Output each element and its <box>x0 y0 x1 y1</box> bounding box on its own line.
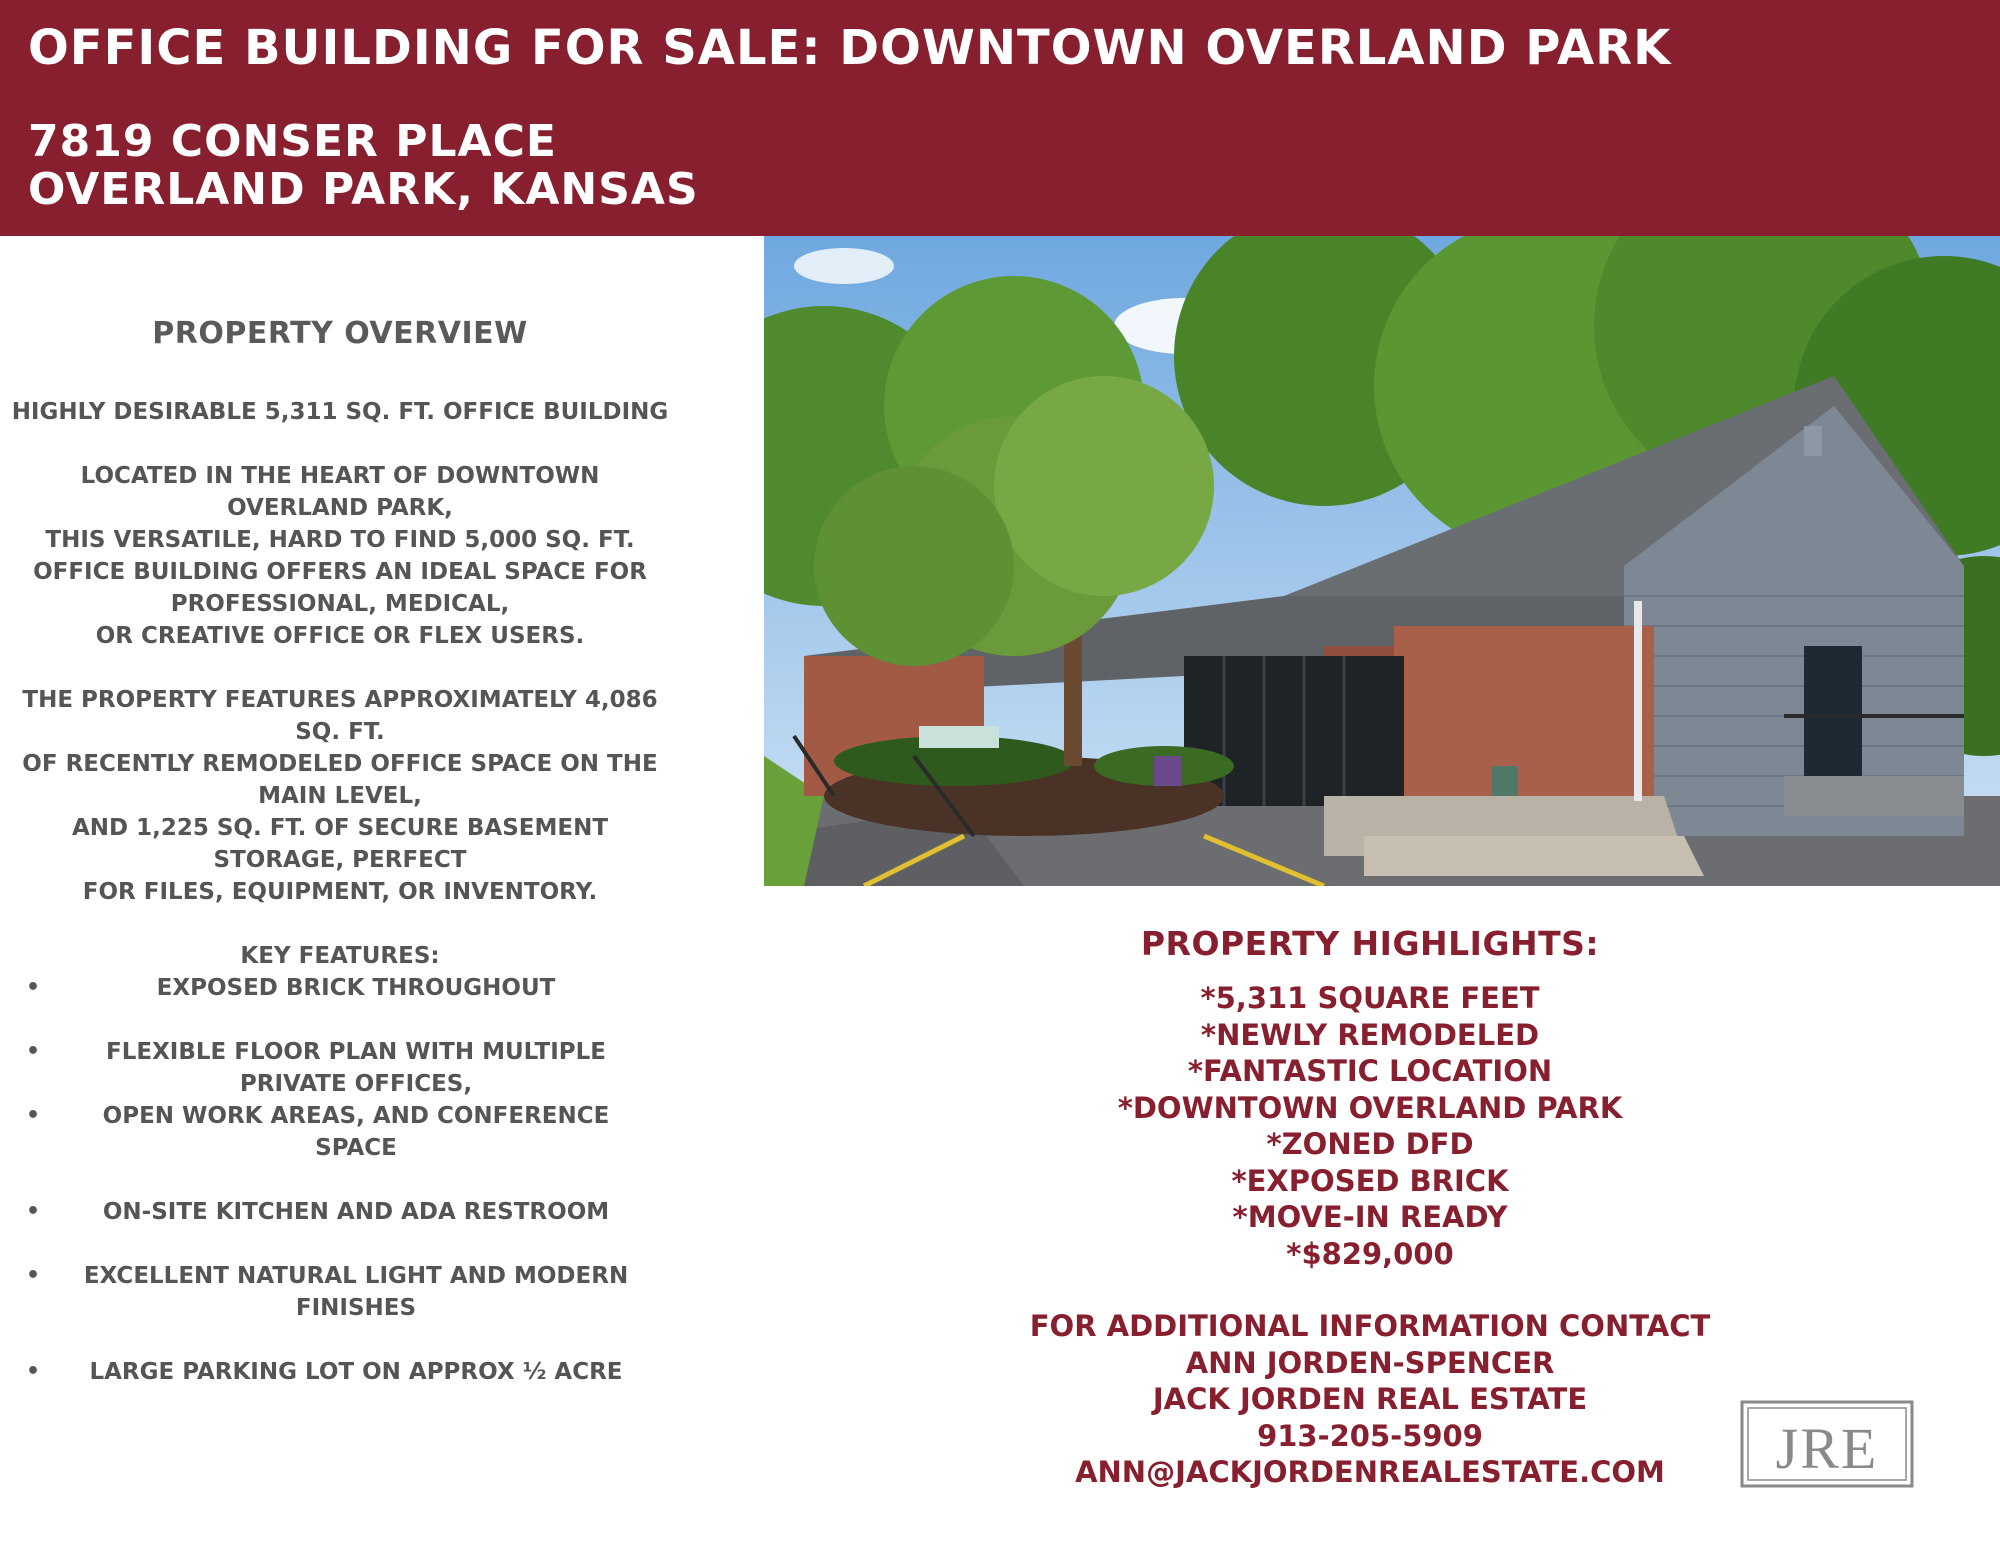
contact-intro: FOR ADDITIONAL INFORMATION CONTACT <box>1029 1309 1711 1343</box>
overview-body <box>10 396 670 1420</box>
jre-logo-mark <box>1740 1400 1914 1494</box>
overview-paragraph <box>10 684 670 908</box>
address-city: OVERLAND PARK, KANSAS <box>28 164 699 215</box>
key-features-list <box>10 972 670 1388</box>
feature-text: ON-SITE KITCHEN AND ADA RESTROOM <box>102 1199 610 1225</box>
list-item: *$829,000 <box>1286 1236 1454 1271</box>
list-item <box>10 1356 670 1388</box>
bullet-icon: • <box>26 975 41 1000</box>
feature-text: EXCELLENT NATURAL LIGHT AND MODERN FINISHES <box>83 1263 629 1321</box>
bullet-icon: • <box>26 1199 41 1224</box>
list-item: *DOWNTOWN OVERLAND PARK <box>1117 1090 1623 1125</box>
logo-text: JRE <box>1775 1416 1879 1481</box>
building-photo <box>764 236 2000 886</box>
bullet-icon: • <box>26 1103 41 1128</box>
overview-heading: PROPERTY OVERVIEW <box>152 316 528 351</box>
list-item <box>10 1196 670 1228</box>
list-item: *5,311 SQUARE FEET <box>1200 981 1540 1015</box>
contact-phone: 913-205-5909 <box>1257 1418 1483 1453</box>
feature-text: LARGE PARKING LOT ON APPROX ½ ACRE <box>89 1359 623 1385</box>
address-street: 7819 CONSER PLACE <box>28 116 557 167</box>
list-item: *ZONED DFD <box>1266 1127 1474 1161</box>
highlights-list <box>900 980 1840 1272</box>
overview-paragraph-text: THE PROPERTY FEATURES APPROXIMATELY 4,086 SQ. FT. OF RECENTLY REMODELED OFFICE SPACE ON THE MAIN LEVEL, AND 1,225 SQ. FT. OF SECURE BASEMENT STORAGE, PERFECT FOR FILES, EQUIPMENT, OR INVENTORY. <box>22 687 658 905</box>
list-item <box>10 1100 670 1164</box>
key-features-heading: KEY FEATURES: <box>240 943 440 969</box>
property-highlights-section <box>900 924 1840 1491</box>
header-banner <box>0 0 2000 236</box>
bullet-icon: • <box>26 1359 41 1384</box>
list-item: *EXPOSED BRICK <box>1231 1163 1509 1198</box>
feature-text: FLEXIBLE FLOOR PLAN WITH MULTIPLE PRIVATE OFFICES, <box>106 1039 606 1097</box>
property-overview-section <box>0 236 680 1545</box>
list-item: *MOVE-IN READY <box>1232 1200 1508 1234</box>
contact-email: ANN@JACKJORDENREALESTATE.COM <box>1075 1455 1665 1489</box>
overview-paragraph <box>10 460 670 652</box>
feature-text: EXPOSED BRICK THROUGHOUT <box>156 975 556 1001</box>
jre-logo <box>1740 1400 1914 1494</box>
overview-paragraph: HIGHLY DESIRABLE 5,311 SQ. FT. OFFICE BUILDING <box>11 399 669 425</box>
bullet-icon: • <box>26 1039 41 1064</box>
building-illustration <box>764 236 2000 886</box>
page-title: OFFICE BUILDING FOR SALE: DOWNTOWN OVERLAND PARK <box>28 20 1672 76</box>
list-item <box>10 1260 670 1324</box>
bullet-icon: • <box>26 1263 41 1288</box>
list-item <box>10 1036 670 1100</box>
property-address <box>28 118 1028 214</box>
list-item: *NEWLY REMODELED <box>1200 1017 1540 1052</box>
highlights-heading: PROPERTY HIGHLIGHTS: <box>1140 924 1600 963</box>
list-item: *FANTASTIC LOCATION <box>1187 1054 1553 1088</box>
feature-text: OPEN WORK AREAS, AND CONFERENCE SPACE <box>102 1103 610 1161</box>
list-item <box>10 972 670 1004</box>
contact-name: ANN JORDEN-SPENCER <box>1185 1345 1555 1380</box>
contact-company: JACK JORDEN REAL ESTATE <box>1152 1382 1588 1416</box>
contact-block <box>900 1308 1840 1491</box>
overview-paragraph-text: LOCATED IN THE HEART OF DOWNTOWN OVERLAND PARK, THIS VERSATILE, HARD TO FIND 5,000 SQ. FT. OFFICE BUILDING OFFERS AN IDEAL SPACE FOR PROFESSIONAL, MEDICAL, OR CREATIVE OFFICE OR FLEX USERS. <box>33 463 647 649</box>
